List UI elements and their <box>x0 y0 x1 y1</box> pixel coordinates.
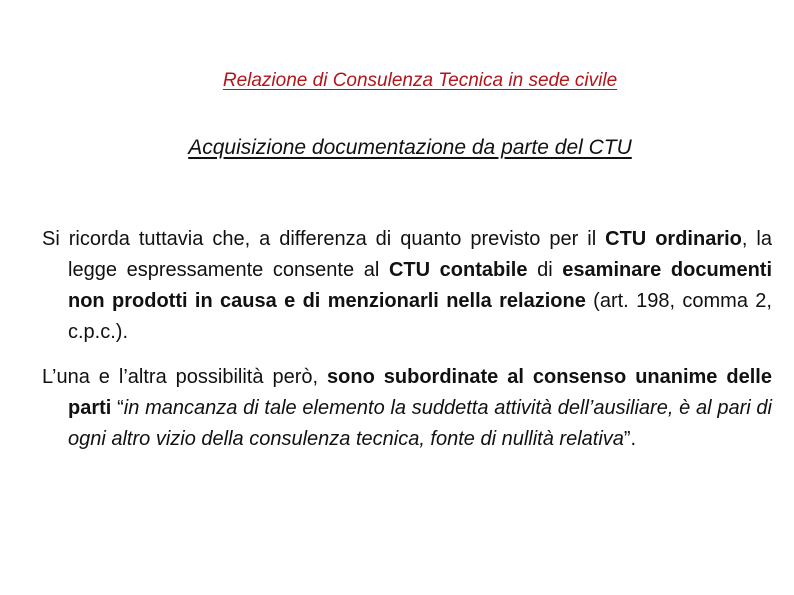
slide-subtitle-text: Acquisizione documentazione da parte del CTU <box>188 136 632 159</box>
paragraph-ctu-contabile <box>42 224 772 348</box>
paragraph1-bold-ctu-contabile: CTU contabile <box>388 259 528 281</box>
paragraph2-text-1: L’una e l’altra possibilità però, <box>42 366 328 388</box>
paragraph1-text-3: di <box>527 259 563 281</box>
paragraph2-text-2: “ <box>111 397 124 419</box>
paragraph2-italic-quote: in mancanza di tale elemento la suddetta attività dell’ausiliare, è al pari di ogni altro vizio della consulenza tecnica, fonte di nullità relativa <box>68 397 773 450</box>
paragraph-consenso <box>42 362 772 455</box>
paragraph2-text-3: ”. <box>623 428 637 450</box>
paragraph1-bold-ctu-ordinario: CTU ordinario <box>605 228 742 250</box>
paragraph1-text-1: Si ricorda tuttavia che, a differenza di quanto previsto per il <box>42 228 606 250</box>
paragraph1-text-4: (art. 198, comma 2, c.p.c.). <box>68 290 772 343</box>
slide-title <box>0 68 794 94</box>
slide-subtitle <box>0 134 794 162</box>
slide-title-text: Relazione di Consulenza Tecnica in sede civile <box>222 70 618 91</box>
paragraph2-bold-consenso: sono subordinate al consenso unanime delle parti <box>68 366 772 419</box>
paragraph1-bold-esaminare: esaminare documenti non prodotti in causa e di menzionarli nella relazione <box>68 259 772 312</box>
paragraph1-text-2: , la legge espressamente consente al <box>68 228 772 281</box>
